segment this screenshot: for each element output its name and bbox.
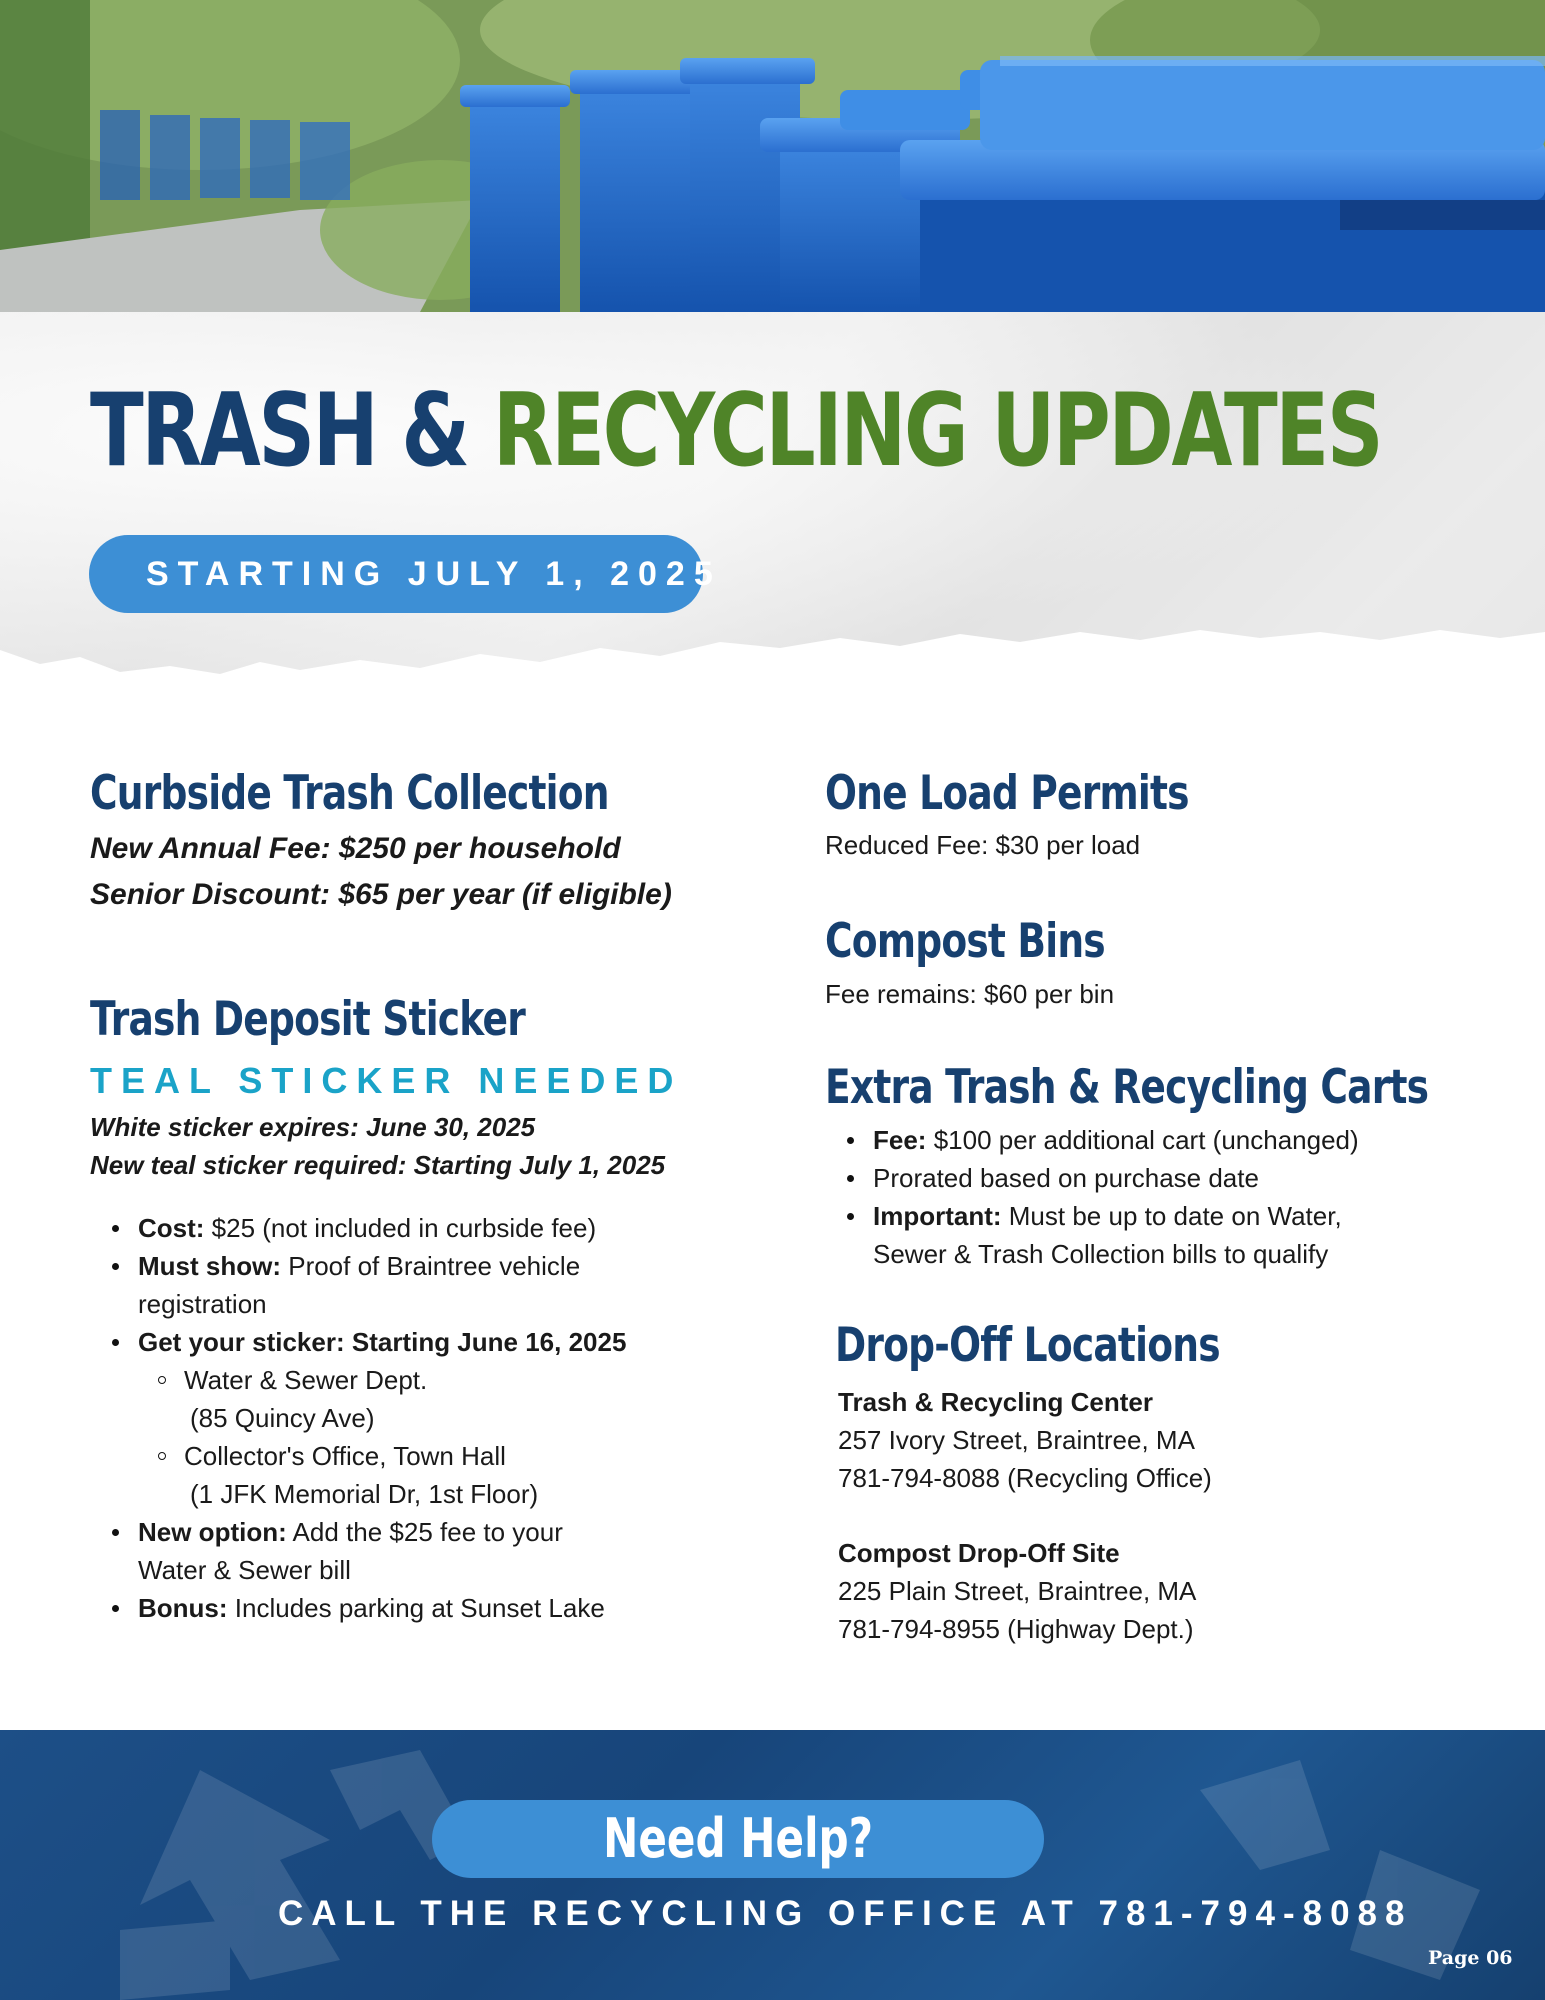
need-help-text: Need Help?	[602, 1807, 874, 1870]
page-number: Page 06	[1428, 1947, 1513, 1969]
sub-list-item-continued: (1 JFK Memorial Dr, 1st Floor)	[190, 1479, 539, 1509]
sticker-heading: Trash Deposit Sticker	[90, 992, 525, 1047]
location1-phone: 781-794-8088 (Recycling Office)	[838, 1463, 1212, 1493]
list-item-continued: Sewer & Trash Collection bills to qualify	[873, 1239, 1329, 1269]
sub-list-item-continued: (85 Quincy Ave)	[190, 1403, 375, 1433]
list-item: Get your sticker: Starting June 16, 2025	[90, 1323, 626, 1361]
sub-list-item: Collector's Office, Town Hall	[90, 1437, 626, 1475]
carts-heading: Extra Trash & Recycling Carts	[825, 1060, 1429, 1115]
location2-phone: 781-794-8955 (Highway Dept.)	[838, 1614, 1194, 1644]
need-help-pill	[432, 1800, 1044, 1878]
curbside-heading: Curbside Trash Collection	[90, 766, 609, 821]
list-item: Prorated based on purchase date	[825, 1159, 1359, 1197]
list-item: New option: Add the $25 fee to your	[90, 1513, 626, 1551]
dropoff-heading: Drop-Off Locations	[835, 1318, 1220, 1373]
start-date-pill: STARTING JULY 1, 2025	[89, 535, 703, 613]
list-item: Bonus: Includes parking at Sunset Lake	[90, 1589, 626, 1627]
compost-text: Fee remains: $60 per bin	[825, 979, 1115, 1009]
list-item-continued: Water & Sewer bill	[138, 1555, 351, 1585]
curbside-discount: Senior Discount: $65 per year (if eligible)	[90, 878, 672, 911]
title-trash: TRASH &	[90, 371, 493, 489]
location1-name: Trash & Recycling Center	[838, 1387, 1153, 1417]
location1-address: 257 Ivory Street, Braintree, MA	[838, 1425, 1195, 1455]
list-item: Important: Must be up to date on Water,	[825, 1197, 1359, 1235]
title-recycling: RECYCLING UPDATES	[492, 371, 1382, 489]
sub-list-item: Water & Sewer Dept.	[90, 1361, 626, 1399]
curbside-fee: New Annual Fee: $250 per household	[90, 832, 621, 865]
permits-text: Reduced Fee: $30 per load	[825, 830, 1141, 860]
location2-address: 225 Plain Street, Braintree, MA	[838, 1576, 1197, 1606]
page-title	[90, 371, 1382, 489]
list-item-continued: registration	[138, 1289, 267, 1319]
list-item: Must show: Proof of Braintree vehicle	[90, 1247, 626, 1285]
hero-photo-bins	[0, 0, 1545, 312]
compost-heading: Compost Bins	[825, 914, 1105, 969]
list-item: Fee: $100 per additional cart (unchanged)	[825, 1121, 1359, 1159]
sticker-required: New teal sticker required: Starting July 1, 2025	[90, 1150, 666, 1180]
call-recycling-office: CALL THE RECYCLING OFFICE AT 781-794-8088	[278, 1894, 1413, 1933]
sticker-subheading: TEAL STICKER NEEDED	[90, 1060, 683, 1101]
carts-list	[825, 1121, 1359, 1273]
sticker-list	[90, 1209, 626, 1627]
list-item: Cost: $25 (not included in curbside fee)	[90, 1209, 626, 1247]
permits-heading: One Load Permits	[825, 766, 1189, 821]
location2-name: Compost Drop-Off Site	[838, 1538, 1120, 1568]
sticker-expires: White sticker expires: June 30, 2025	[90, 1112, 536, 1142]
